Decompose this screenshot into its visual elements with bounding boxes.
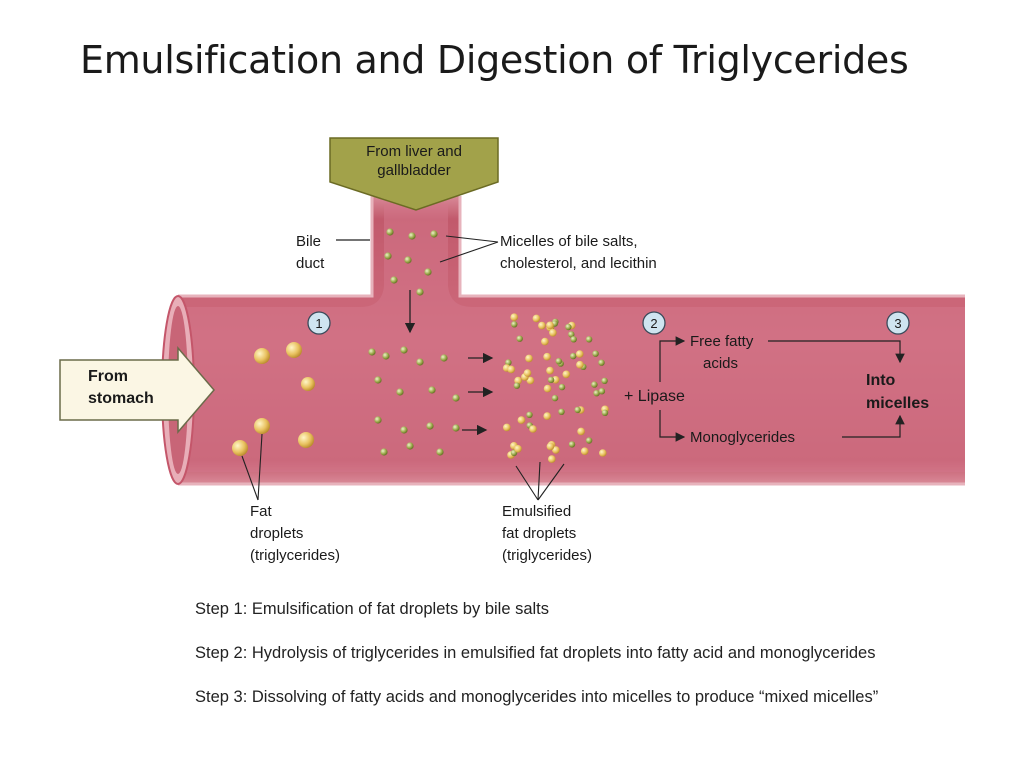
- micelle: [548, 377, 554, 383]
- emulsified-droplet: [576, 350, 584, 358]
- micelle: [598, 360, 604, 366]
- micelle: [382, 352, 389, 359]
- micelle: [575, 407, 581, 413]
- micelles-label-line1: Micelles of bile salts,: [500, 233, 638, 250]
- micelle: [440, 354, 447, 361]
- emulsified-label-line3: (triglycerides): [502, 547, 593, 564]
- emulsified-droplet: [563, 371, 571, 379]
- micelle: [452, 424, 459, 431]
- step-3-badge: [887, 312, 909, 334]
- emulsified-droplet: [543, 353, 551, 361]
- emulsified-droplet: [599, 449, 607, 457]
- monoglycerides-label: Monoglycerides: [690, 429, 796, 446]
- fat-label-line3: (triglycerides): [250, 547, 341, 564]
- free-fatty-acids-line2: acids: [703, 355, 739, 372]
- micelle: [517, 336, 523, 342]
- emulsified-droplet: [507, 366, 515, 374]
- stomach-label-line2: stomach: [88, 390, 154, 407]
- micelle: [374, 416, 381, 423]
- micelle: [380, 448, 387, 455]
- emulsified-droplet: [577, 428, 585, 436]
- micelle: [400, 426, 407, 433]
- emulsified-droplet: [510, 313, 518, 321]
- into-micelles-line2: micelles: [866, 395, 930, 412]
- fat-label-line1: Fat: [250, 503, 272, 520]
- step-1-badge: [308, 312, 330, 334]
- emulsified-droplet: [546, 367, 554, 375]
- step-1-text: Step 1: Emulsification of fat droplets by bile salts: [195, 600, 550, 618]
- emulsified-droplet: [541, 338, 549, 346]
- micelle: [416, 358, 423, 365]
- emulsified-droplet: [514, 445, 522, 453]
- emulsified-droplet: [546, 322, 554, 330]
- micelle: [368, 348, 375, 355]
- micelle: [599, 388, 605, 394]
- emulsified-droplet: [549, 329, 557, 337]
- micelle: [570, 353, 576, 359]
- micelle: [428, 386, 435, 393]
- step-3-text: Step 3: Dissolving of fatty acids and monoglycerides into micelles to produce “mixed micelles”: [195, 688, 879, 706]
- liver-label-line1: From liver and: [366, 143, 462, 160]
- micelle: [396, 388, 403, 395]
- micelle: [430, 230, 437, 237]
- emulsified-label-line2: fat droplets: [502, 525, 577, 542]
- micelle: [569, 441, 575, 447]
- micelle: [390, 276, 397, 283]
- micelle: [559, 384, 565, 390]
- step-2-badge: [643, 312, 665, 334]
- into-micelles-line1: Into: [866, 372, 896, 389]
- emulsified-droplet: [503, 424, 511, 432]
- micelle: [406, 442, 413, 449]
- micelle: [586, 437, 592, 443]
- micelles-label-line2: cholesterol, and lecithin: [500, 255, 657, 272]
- svg-text:1: 1: [315, 316, 323, 331]
- emulsified-droplet: [518, 416, 526, 424]
- slide-title: Emulsification and Digestion of Triglycerides: [80, 38, 909, 82]
- bile-duct-label-line2: duct: [296, 255, 325, 272]
- micelle: [374, 376, 381, 383]
- liver-arrow: [330, 138, 498, 210]
- micelle: [424, 268, 431, 275]
- emulsified-droplet: [581, 447, 589, 455]
- micelle: [404, 256, 411, 263]
- micelle: [452, 394, 459, 401]
- svg-text:2: 2: [650, 316, 658, 331]
- micelle: [601, 378, 607, 384]
- micelle: [526, 412, 532, 418]
- micelle: [602, 410, 608, 416]
- micelle: [384, 252, 391, 259]
- emulsified-droplet: [547, 443, 555, 451]
- svg-text:3: 3: [894, 316, 902, 331]
- stomach-label-line1: From: [88, 368, 128, 385]
- step-2-text: Step 2: Hydrolysis of triglycerides in emulsified fat droplets into fatty acid and monoglycerides: [195, 644, 876, 662]
- micelle: [558, 409, 564, 415]
- liver-label-line2: gallbladder: [377, 162, 451, 179]
- micelle: [565, 324, 571, 330]
- micelle: [400, 346, 407, 353]
- emulsified-droplet: [525, 355, 533, 363]
- micelle: [586, 336, 592, 342]
- lipase-label: + Lipase: [624, 388, 685, 405]
- micelle: [386, 228, 393, 235]
- emulsified-droplet: [529, 425, 537, 433]
- emulsified-droplet: [548, 455, 556, 463]
- bile-duct-label-line1: Bile: [296, 233, 322, 250]
- micelle: [571, 336, 577, 342]
- micelle: [591, 381, 597, 387]
- steps-list: [195, 600, 878, 732]
- micelle: [426, 422, 433, 429]
- micelle: [436, 448, 443, 455]
- micelle: [514, 383, 520, 389]
- emulsified-droplet: [576, 361, 584, 369]
- emulsified-droplet: [524, 369, 532, 377]
- micelle: [511, 321, 517, 327]
- micelle: [416, 288, 423, 295]
- micelle: [592, 351, 598, 357]
- emulsified-label-line1: Emulsified: [502, 503, 572, 520]
- micelle: [552, 395, 558, 401]
- micelle: [556, 358, 562, 364]
- emulsified-droplet: [543, 412, 551, 420]
- emulsified-droplet: [538, 322, 546, 330]
- micelle: [408, 232, 415, 239]
- emulsified-droplet: [533, 315, 541, 323]
- emulsified-droplet: [544, 385, 552, 393]
- free-fatty-acids-line1: Free fatty: [690, 333, 754, 350]
- fat-label-line2: droplets: [250, 525, 304, 542]
